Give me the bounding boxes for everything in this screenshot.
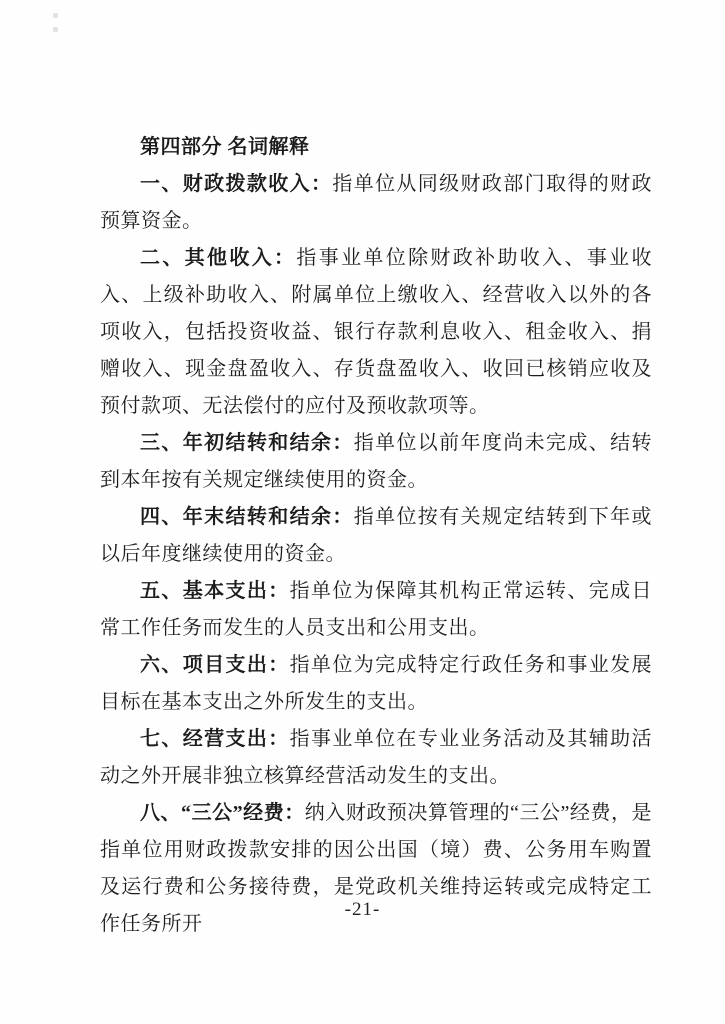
term-label: 八、“三公”经费： [140, 802, 305, 824]
definition-text: 指单位为保障其机构正常运转、完成日常工作任务而发生的人员支出和公用支出。 [100, 580, 653, 639]
definition-text: 指单位为完成特定行政任务和事业发展目标在基本支出之外所发生的支出。 [100, 654, 653, 713]
definition-text: 指单位从同级财政部门取得的财政预算资金。 [100, 173, 653, 232]
glossary-paragraph [100, 647, 652, 721]
term-label: 三、年初结转和结余： [140, 432, 354, 454]
section-title: 第四部分 名词解释 [140, 136, 310, 158]
term-label: 一、财政拨款收入： [140, 173, 333, 195]
glossary-paragraph [100, 573, 652, 647]
definition-text: 指事业单位在专业业务活动及其辅助活动之外开展非独立核算经营活动发生的支出。 [100, 728, 653, 787]
glossary-paragraph [100, 166, 652, 240]
page-number: -21- [344, 899, 381, 920]
glossary-paragraph [100, 721, 652, 795]
scan-artifact [53, 27, 58, 32]
term-label: 二、其他收入： [140, 247, 297, 269]
glossary-paragraph [100, 425, 652, 499]
definition-text: 指单位以前年度尚未完成、结转到本年按有关规定继续使用的资金。 [100, 432, 653, 491]
term-label: 五、基本支出： [140, 580, 290, 602]
scan-artifact [53, 13, 58, 18]
definition-text: 指事业单位除财政补助收入、事业收入、上级补助收入、附属单位上缴收入、经营收入以外的各项收入，包括投资收益、银行存款利息收入、租金收入、捐赠收入、现金盘盈收入、存货盘盈收入、收回已核销应收及预付款项、无法偿付的应付及预收款项等。 [100, 247, 653, 417]
term-label: 七、经营支出： [140, 728, 290, 750]
glossary-paragraph [100, 240, 652, 425]
definition-text: 指单位按有关规定结转到下年或以后年度继续使用的资金。 [100, 506, 653, 565]
term-label: 四、年末结转和结余： [140, 506, 354, 528]
glossary-paragraph [100, 499, 652, 573]
term-label: 六、项目支出： [140, 654, 290, 676]
definition-text: 纳入财政预决算管理的“三公”经费，是指单位用财政拨款安排的因公出国（境）费、公务用车购置及运行费和公务接待费，是党政机关维持运转或完成特定工作任务所开 [100, 802, 652, 935]
document-body [100, 129, 652, 943]
